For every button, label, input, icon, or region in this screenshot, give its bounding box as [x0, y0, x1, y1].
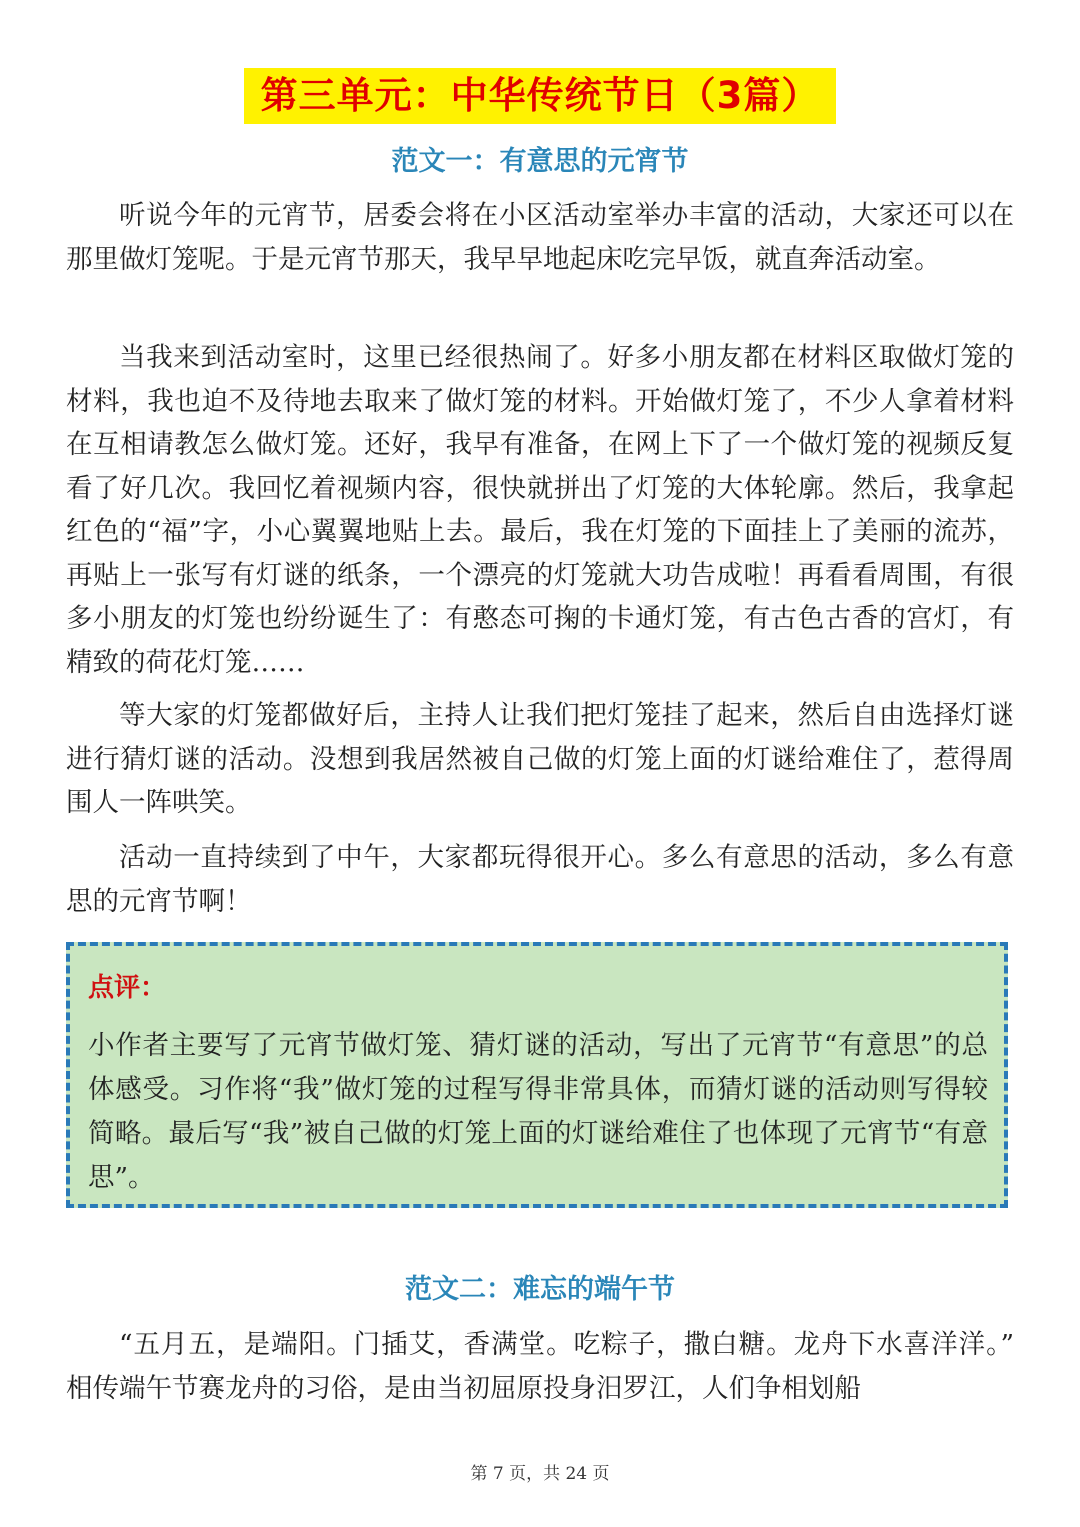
essay1-paragraph-3: 等大家的灯笼都做好后，主持人让我们把灯笼挂了起来，然后自由选择灯谜进行猜灯谜的活动。没想到我居然被自己做的灯笼上面的灯谜给难住了，惹得周围人一阵哄笑。: [66, 700, 1014, 818]
essay1-paragraph-1: 听说今年的元宵节，居委会将在小区活动室举办丰富的活动，大家还可以在那里做灯笼呢。于是元宵节那天，我早早地起床吃完早饭，就直奔活动室。: [66, 200, 1014, 275]
comment-text: 小作者主要写了元宵节做灯笼、猜灯谜的活动，写出了元宵节“有意思”的总体感受。习作将“我”做灯笼的过程写得非常具体，而猜灯谜的活动则写得较简略。最后写“我”被自己做的灯笼上面的灯谜给难住了也体现了元宵节“有意思”。: [88, 1030, 988, 1193]
comment-label: 点评：: [88, 973, 167, 1003]
unit-title: 第三单元：中华传统节日（3篇）: [244, 68, 836, 124]
essay2-paragraph-1: “五月五，是端阳。门插艾，香满堂。吃粽子，撒白糖。龙舟下水喜洋洋。” 相传端午节赛龙舟的习俗，是由当初屈原投身汨罗江，人们争相划船: [66, 1329, 1014, 1404]
page-footer: 第 7 页，共 24 页: [470, 1464, 610, 1484]
comment-box: [66, 942, 1008, 1208]
essay1-title: 范文一：有意思的元宵节: [391, 146, 689, 177]
essay1-paragraph-2: 当我来到活动室时，这里已经很热闹了。好多小朋友都在材料区取做灯笼的材料，我也迫不及待地去取来了做灯笼的材料。开始做灯笼了，不少人拿着材料在互相请教怎么做灯笼。还好，我早有准备，在网上下了一个做灯笼的视频反复看了好几次。我回忆着视频内容，很快就拼出了灯笼的大体轮廓。然后，我拿起红色的“福”字，小心翼翼地贴上去。最后，我在灯笼的下面挂上了美丽的流苏， 再贴上一张写有灯谜的纸条，一个漂亮的灯笼就大功告成啦！再看看周围，有很多小朋友的灯笼也纷纷诞生了：有憨态可掬的卡通灯笼，有古色古香的宫灯，有精致的荷花灯笼……: [66, 342, 1014, 678]
essay1-paragraph-4: 活动一直持续到了中午，大家都玩得很开心。多么有意思的活动，多么有意思的元宵节啊！: [66, 842, 1014, 917]
essay2-title: 范文二：难忘的端午节: [405, 1274, 675, 1305]
